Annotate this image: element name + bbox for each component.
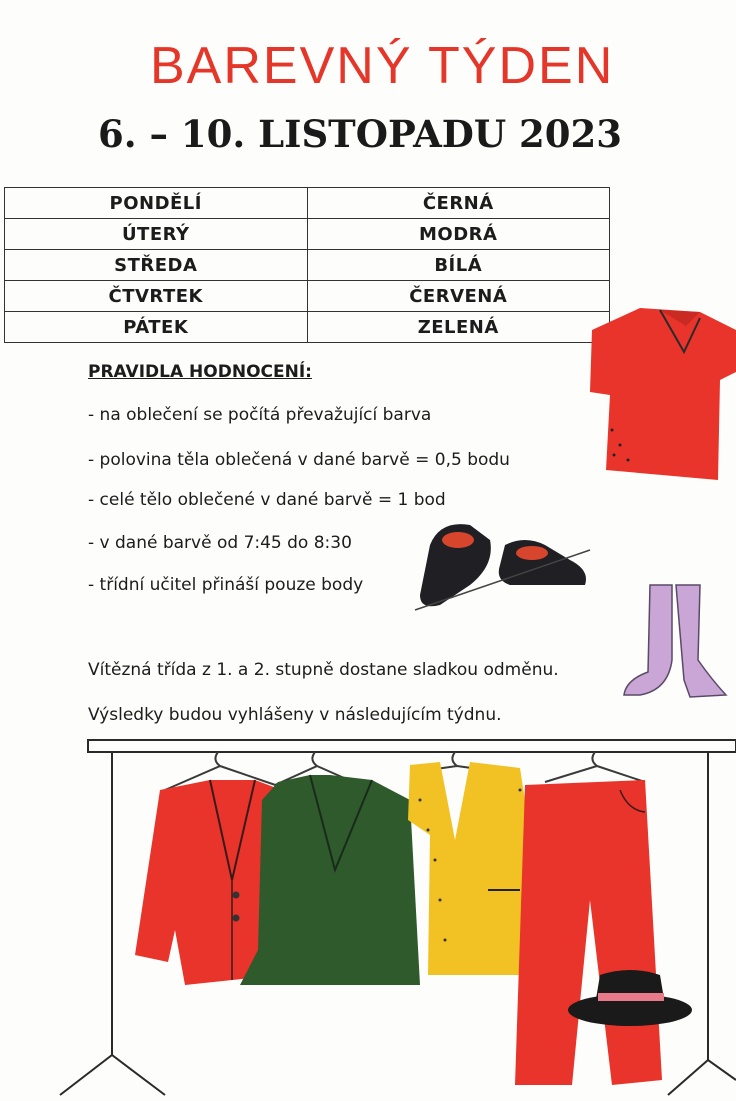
day-cell: STŘEDA — [5, 250, 308, 281]
color-cell: ČERVENÁ — [307, 281, 610, 312]
shirt-icon — [590, 308, 736, 480]
shoes-icon — [415, 524, 590, 610]
day-cell: PÁTEK — [5, 312, 308, 343]
color-cell: ČERNÁ — [307, 188, 610, 219]
results-note: Výsledky budou vyhlášeny v následujícím týdnu. — [88, 705, 502, 725]
event-dates: 6. – 10. LISTOPADU 2023 — [98, 112, 622, 156]
page-title: BAREVNÝ TÝDEN — [150, 37, 615, 95]
boots-icon — [624, 585, 726, 697]
color-cell: ZELENÁ — [307, 312, 610, 343]
color-cell: MODRÁ — [307, 219, 610, 250]
rule-item: - celé tělo oblečené v dané barvě = 1 bod — [88, 490, 446, 510]
day-cell: ČTVRTEK — [5, 281, 308, 312]
coat-icon — [240, 775, 420, 985]
hat-icon — [568, 970, 692, 1026]
day-cell: ÚTERÝ — [5, 219, 308, 250]
rules-heading: PRAVIDLA HODNOCENÍ: — [88, 362, 312, 382]
day-cell: PONDĚLÍ — [5, 188, 308, 219]
rule-item: - třídní učitel přináší pouze body — [88, 575, 364, 595]
color-cell: BÍLÁ — [307, 250, 610, 281]
rule-item: - na oblečení se počítá převažující barva — [88, 405, 432, 425]
rule-item: - v dané barvě od 7:45 do 8:30 — [88, 533, 352, 553]
trousers-icon — [515, 780, 662, 1085]
winner-note: Vítězná třída z 1. a 2. stupně dostane sladkou odměnu. — [88, 660, 559, 680]
rule-item: - polovina těla oblečená v dané barvě = 0,5 bodu — [88, 450, 510, 470]
